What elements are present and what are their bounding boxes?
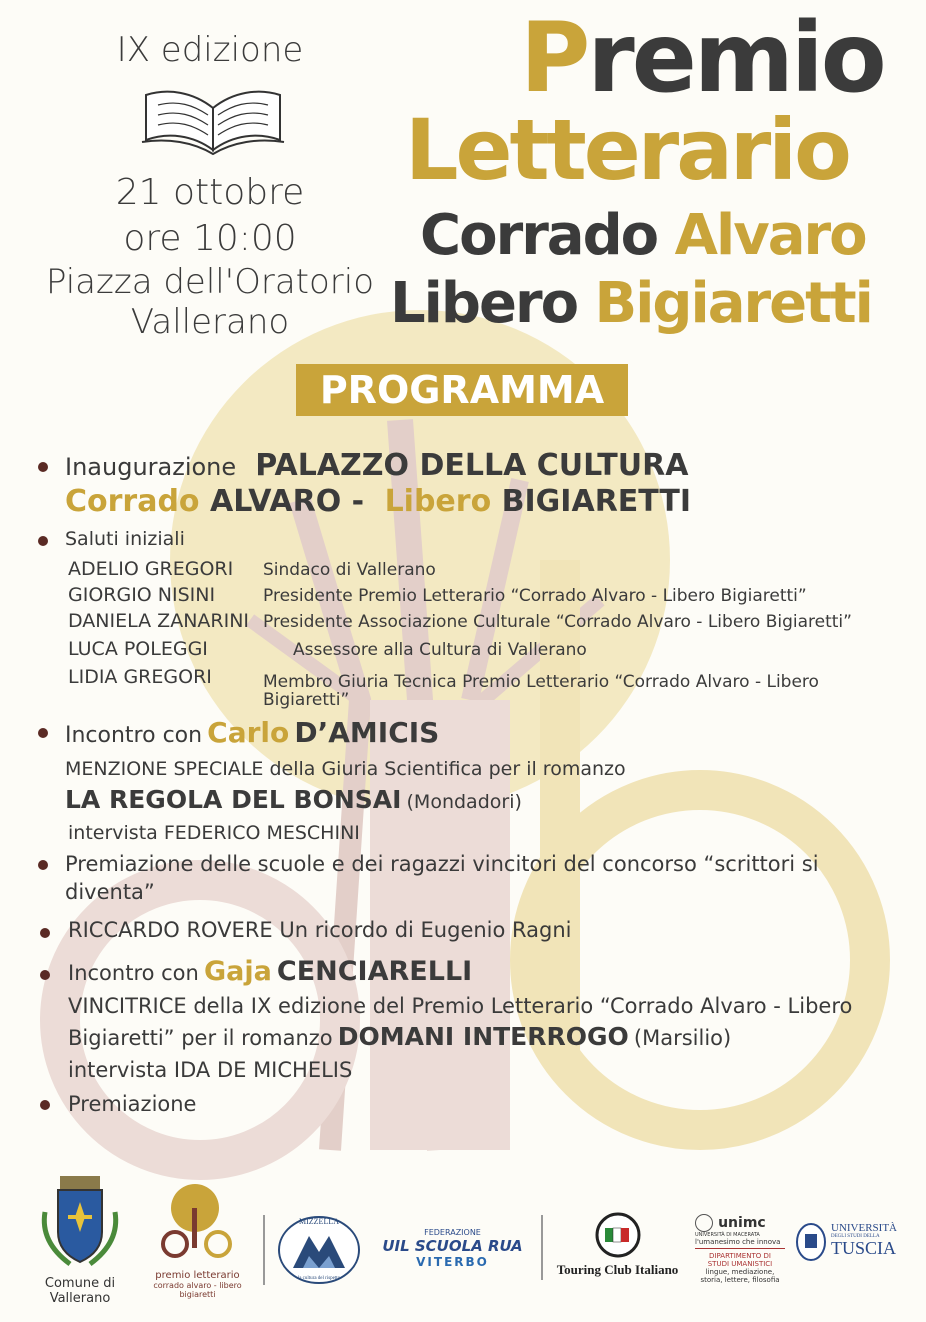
title-corrado-alvaro: [420, 203, 866, 268]
guest-name: LIDIA GREGORI: [68, 666, 212, 688]
event-time: ore 10:00: [123, 218, 297, 259]
book1-title: LA REGOLA DEL BONSAI: [65, 785, 402, 814]
inaug-corrado: Corrado: [65, 484, 200, 519]
guest-name: DANIELA ZANARINI: [68, 610, 250, 632]
author-last: D’AMICIS: [294, 716, 440, 749]
libero: Libero: [390, 271, 578, 336]
tuscia-line1: UNIVERSITÀ: [831, 1222, 897, 1234]
author-last: CENCIARELLI: [276, 956, 473, 987]
bullet: [38, 462, 48, 472]
bullet: [38, 536, 48, 546]
menzione-text: MENZIONE SPECIALE della Giuria Scientifica per il romanzo: [65, 758, 626, 780]
guest-name: GIORGIO NISINI: [68, 584, 216, 606]
bullet: [40, 928, 50, 938]
event-town: Vallerano: [130, 302, 290, 342]
unimc-tag: l'umanesimo che innova: [695, 1238, 785, 1249]
mizzella-label: MIZZELLA: [299, 1217, 339, 1226]
inaug-label: Inaugurazione: [65, 453, 237, 481]
comune-line1: Comune di: [44, 1276, 116, 1291]
programma-banner: PROGRAMMA: [296, 364, 628, 416]
tuscia-logo: [795, 1222, 910, 1262]
inaug-alvaro: ALVARO -: [210, 484, 365, 519]
author-first: Carlo: [207, 716, 290, 749]
guest-role: Sindaco di Vallerano: [263, 560, 436, 580]
title-rest: remio: [587, 2, 884, 114]
footer-divider: [263, 1215, 265, 1285]
premiazione-scuole: Premiazione delle scuole e dei ragazzi vincitori del concorso “scrittori si: [65, 852, 819, 876]
premiazione: Premiazione: [68, 1092, 197, 1116]
alb-line1: premio letterario: [155, 1270, 240, 1281]
comune-line2: Vallerano: [49, 1291, 111, 1306]
author-first: Gaja: [203, 956, 272, 987]
book1-publisher: (Mondadori): [406, 791, 522, 813]
coat-of-arms-icon: [30, 1172, 130, 1272]
tuscia-line3: TUSCIA: [831, 1238, 897, 1258]
bigiaretti: Bigiaretti: [594, 271, 872, 336]
guest-role: Presidente Premio Letterario “Corrado Alvaro - Libero Bigiaretti”: [263, 586, 807, 606]
bullet: [40, 1100, 50, 1110]
title-libero-bigiaretti: [390, 271, 872, 336]
event-date: 21 ottobre: [115, 172, 305, 213]
incontro-cenciarelli: [68, 956, 472, 987]
unimc-dept1: DIPARTIMENTO DI: [709, 1251, 771, 1260]
inaug-libero: Libero: [384, 484, 492, 519]
guest-role: Assessore alla Cultura di Vallerano: [293, 640, 587, 660]
book2-publisher: (Marsilio): [633, 1026, 732, 1050]
alvaro: Alvaro: [674, 203, 866, 268]
incontro-label: Incontro con: [68, 961, 199, 985]
event-place: Piazza dell'Oratorio: [45, 262, 375, 302]
book2-title: DOMANI INTERROGO: [337, 1022, 629, 1051]
title-initial: P: [520, 2, 588, 114]
intervista2: intervista IDA DE MICHELIS: [68, 1058, 353, 1082]
incontro-damicis: [65, 716, 439, 749]
ricordo-line: RICCARDO ROVERE Un ricordo di Eugenio Ragni: [68, 918, 572, 942]
uil-main: UIL SCUOLA RUA: [382, 1237, 523, 1255]
inaug-place: PALAZZO DELLA CULTURA: [255, 448, 689, 483]
alb-line2: corrado alvaro - libero bigiaretti: [153, 1281, 242, 1299]
guest-role: Membro Giuria Tecnica Premio Letterario “Corrado Alvaro - Libero: [263, 672, 819, 692]
uil-city: VITERBO: [416, 1255, 489, 1269]
vincitrice-cont: [68, 1022, 731, 1051]
vincitrice-text: VINCITRICE della IX edizione del Premio Letterario “Corrado Alvaro - Libero: [68, 994, 853, 1018]
mizzella-icon: [275, 1212, 363, 1284]
intervista1: intervista FEDERICO MESCHINI: [68, 822, 360, 844]
unimc-seal-icon: [695, 1214, 713, 1232]
mizzella-sub: la cultura del rispetto: [297, 1276, 341, 1281]
vincitrice-pre: Bigiaretti” per il romanzo: [68, 1026, 333, 1050]
tuscia-line2: DEGLI STUDI DELLA: [831, 1234, 880, 1239]
open-book-icon: [138, 80, 288, 160]
alb-logo: [140, 1178, 255, 1299]
guest-name: ADELIO GREGORI: [68, 558, 234, 580]
saluti-label: Saluti iniziali: [65, 528, 185, 550]
unimc-dept2: STUDI UMANISTICI: [707, 1259, 773, 1268]
guest-name: LUCA POLEGGI: [68, 638, 208, 660]
premiazione-scuole-cont: diventa”: [65, 880, 155, 904]
unimc-dept4: storia, lettere, filosofia: [700, 1275, 780, 1284]
inaugurazione-names: [65, 484, 691, 519]
touring-logo: [550, 1212, 685, 1278]
corrado: Corrado: [420, 203, 658, 268]
bullet: [40, 970, 50, 980]
guest-role: Presidente Associazione Culturale “Corrado Alvaro - Libero Bigiaretti”: [263, 612, 852, 632]
uil-logo: [370, 1228, 535, 1269]
title-letterario: Letterario: [405, 101, 849, 199]
comune-logo: [30, 1172, 130, 1306]
inaugurazione-line: [65, 448, 688, 483]
edition-label: IX edizione: [116, 30, 304, 70]
unimc-logo: [695, 1212, 785, 1284]
touring-badge-icon: [595, 1212, 641, 1258]
inaug-bigiaretti: BIGIARETTI: [501, 484, 692, 519]
touring-label: Touring Club Italiano: [556, 1262, 679, 1277]
tuscia-seal-icon: [795, 1222, 827, 1262]
bullet: [38, 860, 48, 870]
guest-role-cont: Bigiaretti”: [263, 690, 350, 710]
title-premio: [520, 2, 884, 114]
bullet: [38, 728, 48, 738]
tree-alb-icon: [140, 1178, 255, 1266]
unimc-label: unimc: [718, 1215, 766, 1231]
incontro-label: Incontro con: [65, 723, 203, 748]
uil-top: FEDERAZIONE: [424, 1228, 481, 1237]
mizzella-logo: [275, 1212, 363, 1288]
unimc-sub: UNIVERSITÀ DI MACERATA: [695, 1231, 760, 1238]
book1-line: [65, 785, 522, 814]
footer-divider: [541, 1215, 543, 1280]
unimc-dept3: lingue, mediazione,: [705, 1267, 775, 1276]
